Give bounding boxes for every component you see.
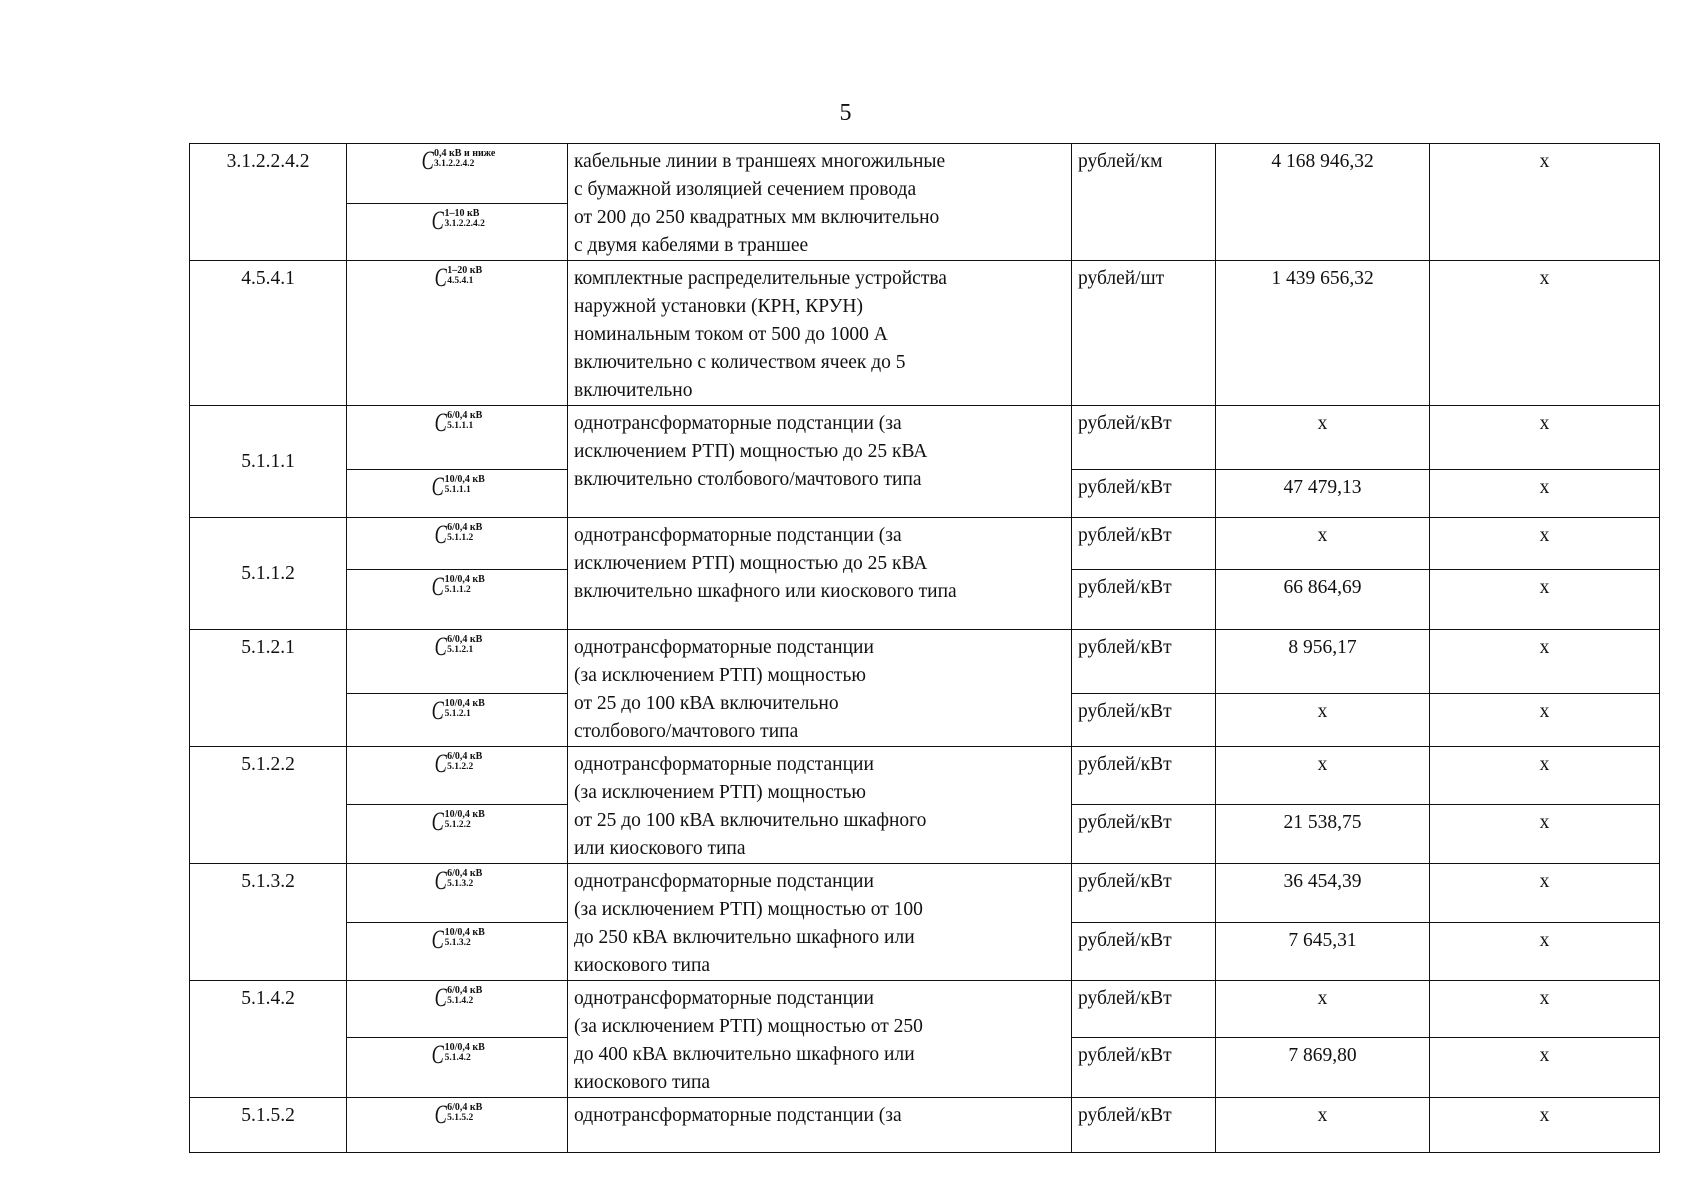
row-description: однотрансформаторные подстанции (за исключением РТП) мощностью до 25 кВА включительно шкафного или киоскового типа — [568, 518, 1072, 630]
row-description: комплектные распределительные устройства наружной установки (КРН, КРУН) номинальным током от 500 до 1000 А включительно с количеством ячеек до 5 включительно — [568, 261, 1072, 406]
row-code: 5.1.5.2 — [190, 1098, 347, 1153]
row-code: 4.5.4.1 — [190, 261, 347, 406]
row-value-2: х — [1430, 518, 1660, 570]
row-code: 5.1.4.2 — [190, 981, 347, 1098]
rate-symbol: C 10/0,4 кВ 5.1.3.2 — [347, 923, 568, 981]
row-value-2: х — [1430, 570, 1660, 630]
row-value: 21 538,75 — [1216, 804, 1430, 863]
table-row — [190, 981, 1660, 1038]
row-value-2: х — [1430, 923, 1660, 981]
row-value-2: х — [1430, 261, 1660, 406]
row-unit: рублей/км — [1072, 144, 1216, 261]
rate-symbol: C 6/0,4 кВ 5.1.1.2 — [347, 518, 568, 570]
rate-symbol: C 6/0,4 кВ 5.1.5.2 — [347, 1098, 568, 1153]
row-value: х — [1216, 1098, 1430, 1153]
row-unit: рублей/кВт — [1072, 804, 1216, 863]
row-description: однотрансформаторные подстанции (за исключением РТП) мощностью от 25 до 100 кВА включительно столбового/мачтового типа — [568, 630, 1072, 747]
row-code: 5.1.2.2 — [190, 747, 347, 864]
row-description: однотрансформаторные подстанции (за исключением РТП) мощностью от 25 до 100 кВА включительно шкафного или киоскового типа — [568, 747, 1072, 864]
table-row — [190, 864, 1660, 923]
row-code: 5.1.1.1 — [190, 406, 347, 518]
row-value: х — [1216, 981, 1430, 1038]
row-value-2: х — [1430, 694, 1660, 747]
row-description: однотрансформаторные подстанции (за — [568, 1098, 1072, 1153]
table-row — [190, 747, 1660, 805]
row-value-2: х — [1430, 630, 1660, 694]
table-row — [190, 144, 1660, 204]
table-row — [190, 406, 1660, 470]
rate-symbol: C 10/0,4 кВ 5.1.2.2 — [347, 804, 568, 863]
row-unit: рублей/кВт — [1072, 406, 1216, 470]
row-unit: рублей/кВт — [1072, 923, 1216, 981]
row-description: однотрансформаторные подстанции (за исключением РТП) мощностью от 250 до 400 кВА включительно шкафного или киоскового типа — [568, 981, 1072, 1098]
rate-symbol: C 6/0,4 кВ 5.1.2.1 — [347, 630, 568, 694]
tariff-table — [189, 143, 1660, 1153]
row-value: 1 439 656,32 — [1216, 261, 1430, 406]
row-code: 5.1.2.1 — [190, 630, 347, 747]
rate-symbol: C 6/0,4 кВ 5.1.1.1 — [347, 406, 568, 470]
table-row — [190, 630, 1660, 694]
row-value: 7 645,31 — [1216, 923, 1430, 981]
row-unit: рублей/кВт — [1072, 981, 1216, 1038]
row-code: 3.1.2.2.4.2 — [190, 144, 347, 261]
rate-symbol: C 10/0,4 кВ 5.1.4.2 — [347, 1037, 568, 1097]
table-row — [190, 1098, 1660, 1153]
rate-symbol: C 0,4 кВ и ниже 3.1.2.2.4.2 — [347, 144, 568, 204]
row-unit: рублей/кВт — [1072, 570, 1216, 630]
rate-symbol: C 10/0,4 кВ 5.1.2.1 — [347, 694, 568, 747]
rate-symbol: C 6/0,4 кВ 5.1.4.2 — [347, 981, 568, 1038]
row-unit: рублей/кВт — [1072, 1037, 1216, 1097]
row-value: 8 956,17 — [1216, 630, 1430, 694]
row-code: 5.1.1.2 — [190, 518, 347, 630]
table-row — [190, 261, 1660, 406]
row-unit: рублей/кВт — [1072, 630, 1216, 694]
row-value-2: х — [1430, 747, 1660, 805]
row-value-2: х — [1430, 864, 1660, 923]
row-value: 66 864,69 — [1216, 570, 1430, 630]
row-value-2: х — [1430, 144, 1660, 261]
rate-symbol: C 1–10 кВ 3.1.2.2.4.2 — [347, 203, 568, 260]
rate-symbol: C 6/0,4 кВ 5.1.3.2 — [347, 864, 568, 923]
rate-symbol: C 6/0,4 кВ 5.1.2.2 — [347, 747, 568, 805]
row-unit: рублей/кВт — [1072, 518, 1216, 570]
row-unit: рублей/кВт — [1072, 747, 1216, 805]
row-unit: рублей/кВт — [1072, 1098, 1216, 1153]
rate-symbol: C 10/0,4 кВ 5.1.1.2 — [347, 570, 568, 630]
row-value-2: х — [1430, 1098, 1660, 1153]
row-code: 5.1.3.2 — [190, 864, 347, 981]
rate-symbol: C 10/0,4 кВ 5.1.1.1 — [347, 470, 568, 518]
row-value: х — [1216, 747, 1430, 805]
row-value-2: х — [1430, 470, 1660, 518]
row-unit: рублей/кВт — [1072, 470, 1216, 518]
row-value-2: х — [1430, 406, 1660, 470]
row-value: 47 479,13 — [1216, 470, 1430, 518]
row-unit: рублей/шт — [1072, 261, 1216, 406]
row-value-2: х — [1430, 804, 1660, 863]
row-value: х — [1216, 406, 1430, 470]
row-value: х — [1216, 518, 1430, 570]
row-description: однотрансформаторные подстанции (за исключением РТП) мощностью до 25 кВА включительно столбового/мачтового типа — [568, 406, 1072, 518]
row-description: однотрансформаторные подстанции (за исключением РТП) мощностью от 100 до 250 кВА включительно шкафного или киоскового типа — [568, 864, 1072, 981]
row-value: 4 168 946,32 — [1216, 144, 1430, 261]
row-description: кабельные линии в траншеях многожильные с бумажной изоляцией сечением провода от 200 до 250 квадратных мм включительно с двумя кабелями в траншее — [568, 144, 1072, 261]
row-value-2: х — [1430, 1037, 1660, 1097]
row-unit: рублей/кВт — [1072, 694, 1216, 747]
row-value: 36 454,39 — [1216, 864, 1430, 923]
rate-symbol: C 1–20 кВ 4.5.4.1 — [347, 261, 568, 406]
row-value-2: х — [1430, 981, 1660, 1038]
row-value: 7 869,80 — [1216, 1037, 1430, 1097]
table-row — [190, 518, 1660, 570]
page-number: 5 — [839, 100, 852, 126]
row-unit: рублей/кВт — [1072, 864, 1216, 923]
row-value: х — [1216, 694, 1430, 747]
